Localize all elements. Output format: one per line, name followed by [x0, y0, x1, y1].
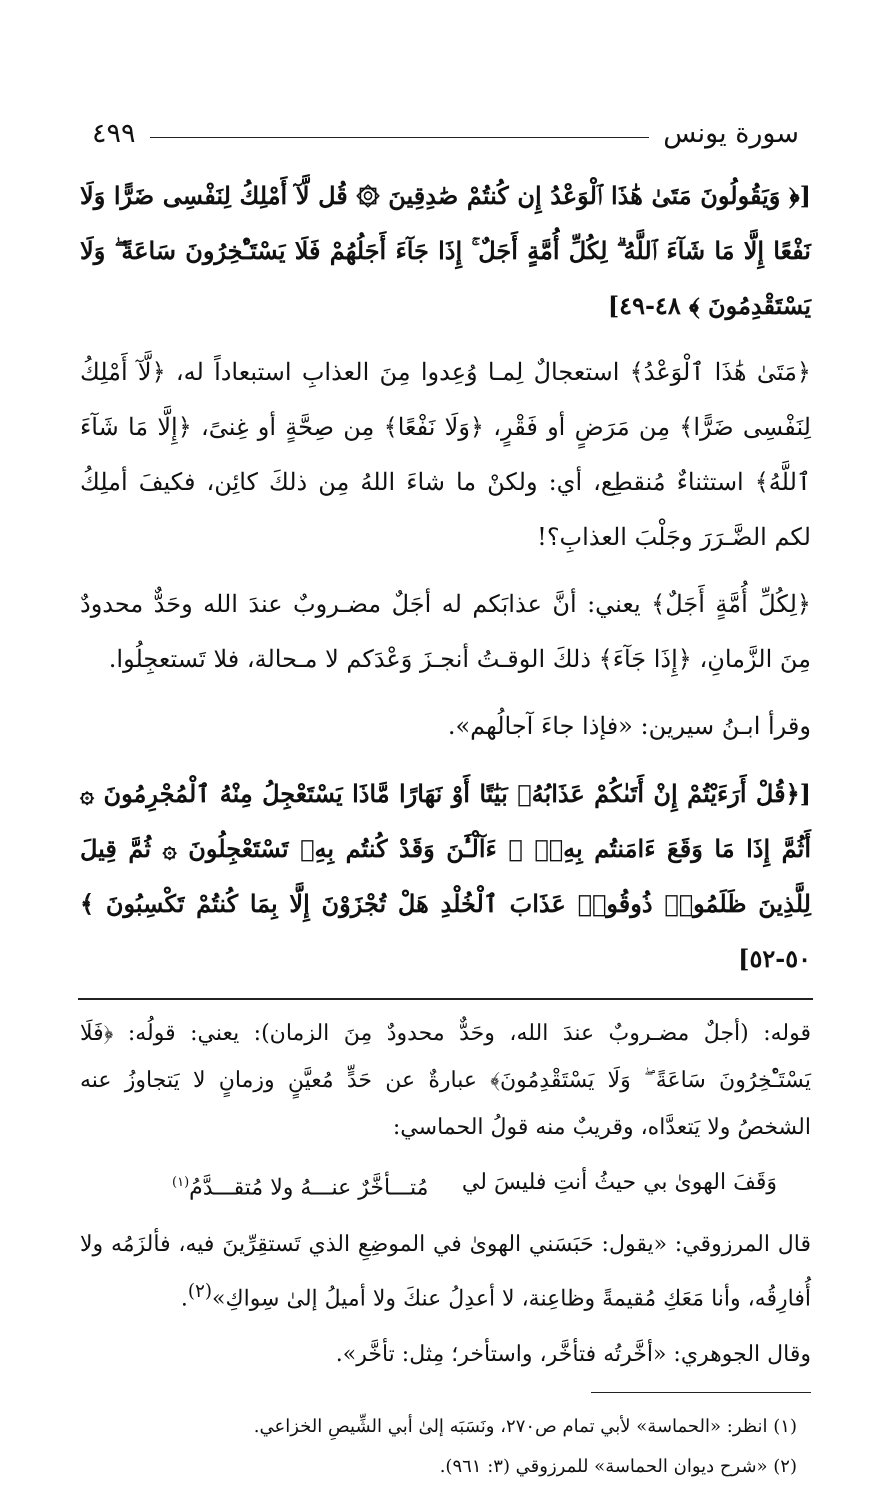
footnote-rule	[591, 1392, 811, 1393]
poem-hemistich-left: مُتـــأخَّرٌ عنـــهُ ولا مُتقـــدَّمُ$^{(١)}$	[172, 1175, 429, 1201]
footnote: (٢) «شرح ديوان الحماسة» للمرزوقي (٣: ٩٦١).	[439, 1455, 797, 1477]
running-head-surah: سورة يونس	[663, 117, 799, 149]
commentary-paragraph: وقرأ ابـنُ سيرين: «فإذا جاءَ آجالُهم».	[447, 712, 811, 740]
quran-verses-50-52: [﴿قُلْ أَرَءَيْتُمْ إِنْ أَتَىٰكُمْ عَذَابُهُۥ بَيَٰتًا أَوْ نَهَارًا مَّاذَا يَسْتَعْجِلُ مِنْهُ ٱلْمُجْرِمُونَ ۞ أَثُمَّ إِذَا مَا وَقَعَ ءَامَنتُم بِهِۦٓ ۚ ءَآلْـَٰٔنَ وَقَدْ كُنتُم بِهِۦ تَسْتَعْجِلُونَ ۞ ثُمَّ قِيلَ لِلَّذِينَ ظَلَمُوا۟ ذُوقُوا۟ عَذَابَ ٱلْخُلْدِ هَلْ تُجْزَوْنَ إِلَّا بِمَا كُنتُمْ تَكْسِبُونَ ﴾ ٥٠-٥٢]	[80, 779, 811, 973]
footnote-ref: (١)	[172, 1175, 190, 1190]
poem-hemistich-right: وَقَفَ الهوىٰ بي حيثُ أنتِ فليسَ لي	[461, 1170, 777, 1195]
marginal-note: قال المرزوقي: «يقول: حَبَسَني الهوىٰ في الموضِعِ الذي تَستقِرِّينَ فيه، فألزَمُه ولا أُفارِقُه، وأنا مَعَكِ مُقيمةً وظاعِنة، لا أعدِلُ عنكَ ولا أميلُ إلىٰ سِواكِ»$^{(٢)}$.	[80, 1232, 811, 1312]
notes-divider	[78, 998, 813, 1000]
footnote-ref: (٢)	[187, 1281, 212, 1303]
marginal-note: قوله: (أجلٌ مضـروبٌ عندَ الله، وحَدٌّ محدودٌ مِنَ الزمان): يعني: قولُه: ﴿فَلَا يَسْتَـْٔخِرُونَ سَاعَةً ۖ وَلَا يَسْتَقْدِمُونَ﴾ عبارةٌ عن حَدٍّ مُعيَّنٍ وزمانٍ لا يَتجاوزُ عنه الشخصُ ولا يَتعدَّاه، وقريبٌ منه قولُ الحماسي:	[80, 1021, 811, 1140]
commentary-paragraph: ﴿مَتَىٰ هَٰذَا ٱلْوَعْدُ﴾ استعجالٌ لِمـا وُعِدوا مِنَ العذابِ استبعاداً له، ﴿لَّآ أَمْلِكُ لِنَفْسِى ضَرًّا﴾ مِن مَرَضٍ أو فَقْرٍ، ﴿وَلَا نَفْعًا﴾ مِن صِحَّةٍ أو غِنىً، ﴿إِلَّا مَا شَآءَ ٱللَّهُ﴾ استثناءٌ مُنقطِع، أي: ولكنْ ما شاءَ اللهُ مِن ذلكَ كائِن، فكيفَ أملِكُ لكم الضَّـرَرَ وجَلْبَ العذابِ؟!	[80, 358, 811, 551]
commentary-paragraph: ﴿لِكُلِّ أُمَّةٍ أَجَلٌ﴾ يعني: أنَّ عذابَكم له أجَلٌ مضـروبٌ عندَ الله وحَدٌّ محدودٌ مِنَ الزَّمانِ، ﴿إِذَا جَآءَ﴾ ذلكَ الوقـتُ أنجـزَ وَعْدَكم لا مـحالة، فلا تَستعجِلُوا.	[80, 590, 811, 673]
page-body	[80, 168, 811, 1487]
marginal-note: وقال الجوهري: «أخَّرتُه فتأخَّر، واستأخر؛ مِثل: تأخَّر».	[335, 1341, 811, 1367]
page-header	[92, 108, 799, 158]
quran-verses-48-49: [﴿ وَيَقُولُونَ مَتَىٰ هَٰذَا ٱلْوَعْدُ إِن كُنتُمْ صَٰدِقِينَ ۞ قُل لَّآ أَمْلِكُ لِنَفْسِى ضَرًّا وَلَا نَفْعًا إِلَّا مَا شَآءَ ٱللَّهُ ۗ لِكُلِّ أُمَّةٍ أَجَلٌ ۚ إِذَا جَآءَ أَجَلُهُمْ فَلَا يَسْتَـْٔخِرُونَ سَاعَةً ۖ وَلَا يَسْتَقْدِمُونَ ﴾ ٤٨-٤٩]	[80, 181, 811, 320]
footnote: (١) انظر: «الحماسة» لأبي تمام ص٢٧٠، ونَسَبَه إلىٰ أبي الشِّيصِ الخزاعي.	[253, 1415, 797, 1437]
header-rule	[150, 137, 650, 138]
page-number: ٤٩٩	[92, 117, 136, 149]
poem-verse	[80, 1159, 811, 1211]
